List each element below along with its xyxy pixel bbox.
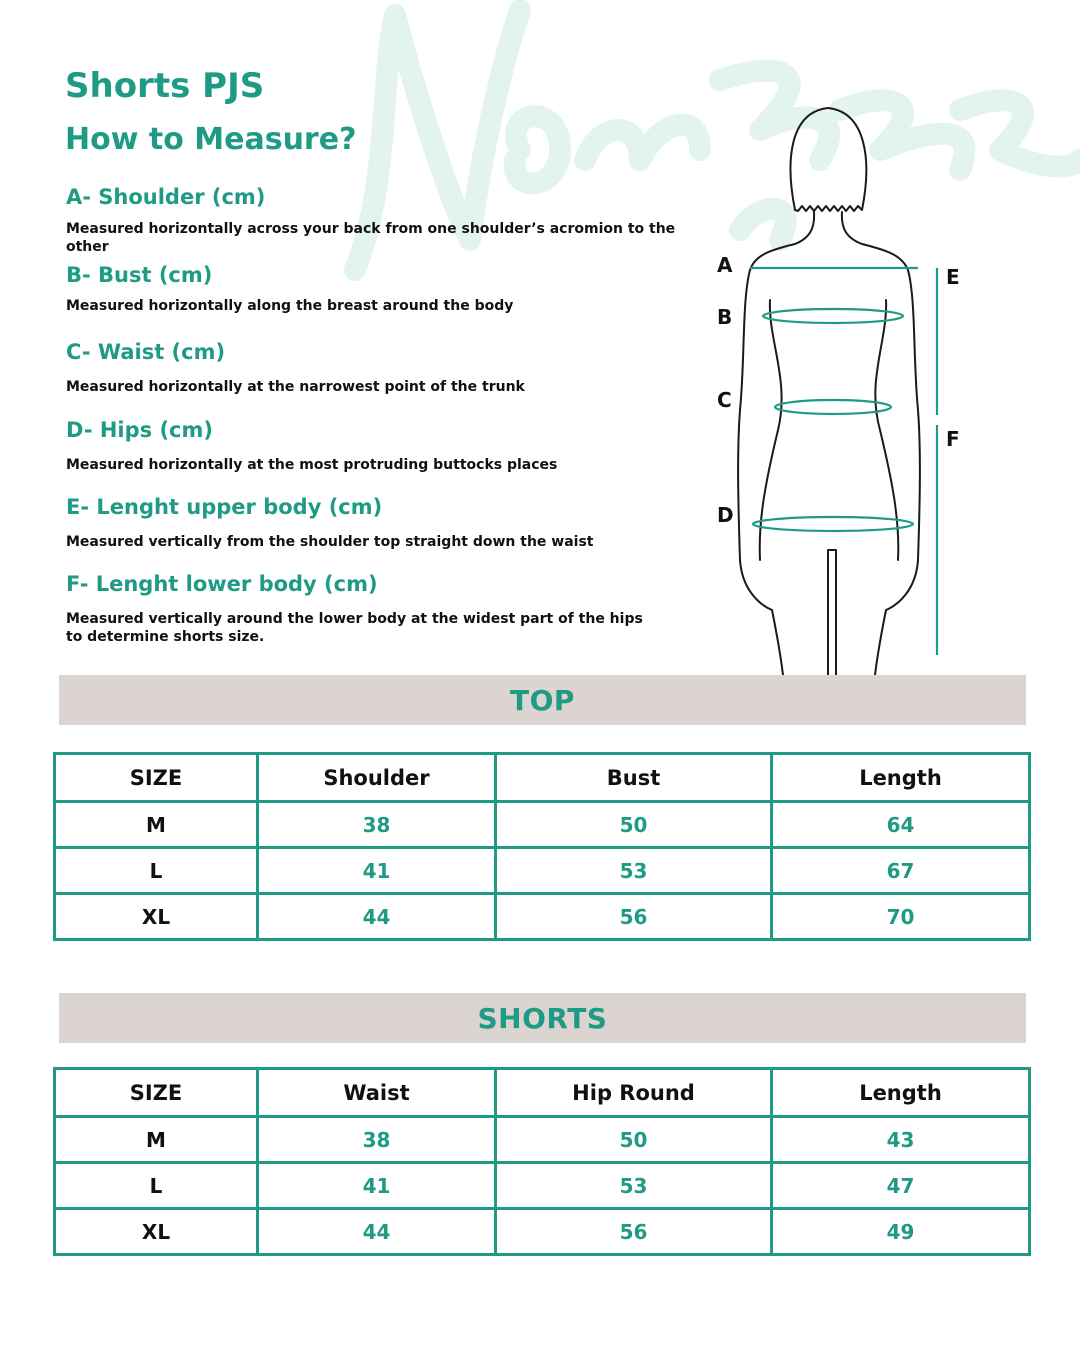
column-header: SIZE: [55, 1069, 258, 1117]
table-row: [55, 1117, 1030, 1163]
figure-label-f: F: [946, 427, 960, 451]
table-row: [55, 1163, 1030, 1209]
size-cell: XL: [55, 1209, 258, 1255]
figure-label-e: E: [946, 265, 960, 289]
shorts-size-table: [53, 1067, 1031, 1256]
value-cell: 56: [496, 1209, 772, 1255]
figure-torso-left: [738, 212, 814, 675]
measure-desc-waist: Measured horizontally at the narrowest point of the trunk: [66, 379, 525, 395]
value-cell: 53: [496, 848, 772, 894]
value-cell: 43: [772, 1117, 1030, 1163]
figure-torso-right: [842, 212, 920, 675]
body-measurement-figure: [700, 95, 1000, 680]
table-row: [55, 1209, 1030, 1255]
size-cell: L: [55, 1163, 258, 1209]
measure-heading-waist: C- Waist (cm): [66, 340, 226, 364]
column-header: Length: [772, 754, 1030, 802]
table-row: [55, 802, 1030, 848]
table-header-row: [55, 754, 1030, 802]
measure-desc-lower-length-line2: to determine shorts size.: [66, 629, 265, 645]
page-title: Shorts PJS: [65, 66, 265, 106]
figure-label-b: B: [717, 305, 733, 329]
figure-arm-inner-right: [875, 300, 898, 560]
value-cell: 49: [772, 1209, 1030, 1255]
value-cell: 41: [258, 848, 496, 894]
waist-ellipse: [775, 400, 891, 414]
measure-desc-shoulder: Measured horizontally across your back from one shoulder’s acromion to the other: [66, 221, 676, 255]
size-cell: M: [55, 1117, 258, 1163]
value-cell: 38: [258, 1117, 496, 1163]
size-cell: L: [55, 848, 258, 894]
value-cell: 47: [772, 1163, 1030, 1209]
top-size-table: [53, 752, 1031, 941]
size-cell: M: [55, 802, 258, 848]
measure-desc-lower-length: [66, 610, 676, 646]
value-cell: 38: [258, 802, 496, 848]
value-cell: 53: [496, 1163, 772, 1209]
value-cell: 56: [496, 894, 772, 940]
column-header: Length: [772, 1069, 1030, 1117]
top-section-title: TOP: [510, 683, 575, 717]
table-row: [55, 894, 1030, 940]
value-cell: 44: [258, 894, 496, 940]
value-cell: 41: [258, 1163, 496, 1209]
figure-legs: [828, 550, 836, 675]
column-header: Waist: [258, 1069, 496, 1117]
table-row: [55, 848, 1030, 894]
bust-ellipse: [763, 309, 903, 323]
value-cell: 50: [496, 1117, 772, 1163]
value-cell: 50: [496, 802, 772, 848]
value-cell: 70: [772, 894, 1030, 940]
measure-desc-hips: Measured horizontally at the most protruding buttocks places: [66, 457, 558, 473]
shorts-section-title: SHORTS: [477, 1001, 608, 1035]
figure-head: [791, 108, 867, 211]
measure-desc-upper-length: Measured vertically from the shoulder top straight down the waist: [66, 534, 594, 550]
measure-desc-bust: Measured horizontally along the breast around the body: [66, 298, 514, 314]
measure-heading-upper-length: E- Lenght upper body (cm): [66, 495, 383, 519]
size-cell: XL: [55, 894, 258, 940]
column-header: Shoulder: [258, 754, 496, 802]
column-header: Bust: [496, 754, 772, 802]
shorts-section-header: [59, 993, 1026, 1043]
figure-label-d: D: [717, 503, 734, 527]
measure-desc-lower-length-line1: Measured vertically around the lower body at the widest part of the hips: [66, 611, 643, 627]
measure-heading-lower-length: F- Lenght lower body (cm): [66, 572, 378, 596]
table-header-row: [55, 1069, 1030, 1117]
hips-ellipse: [753, 517, 913, 531]
figure-label-a: A: [717, 253, 733, 277]
measure-heading-hips: D- Hips (cm): [66, 418, 213, 442]
value-cell: 67: [772, 848, 1030, 894]
top-section-header: [59, 675, 1026, 725]
measure-heading-bust: B- Bust (cm): [66, 263, 213, 287]
figure-label-c: C: [717, 388, 732, 412]
column-header: SIZE: [55, 754, 258, 802]
value-cell: 44: [258, 1209, 496, 1255]
page-subtitle: How to Measure?: [65, 122, 357, 157]
column-header: Hip Round: [496, 1069, 772, 1117]
measure-heading-shoulder: A- Shoulder (cm): [66, 185, 266, 209]
value-cell: 64: [772, 802, 1030, 848]
